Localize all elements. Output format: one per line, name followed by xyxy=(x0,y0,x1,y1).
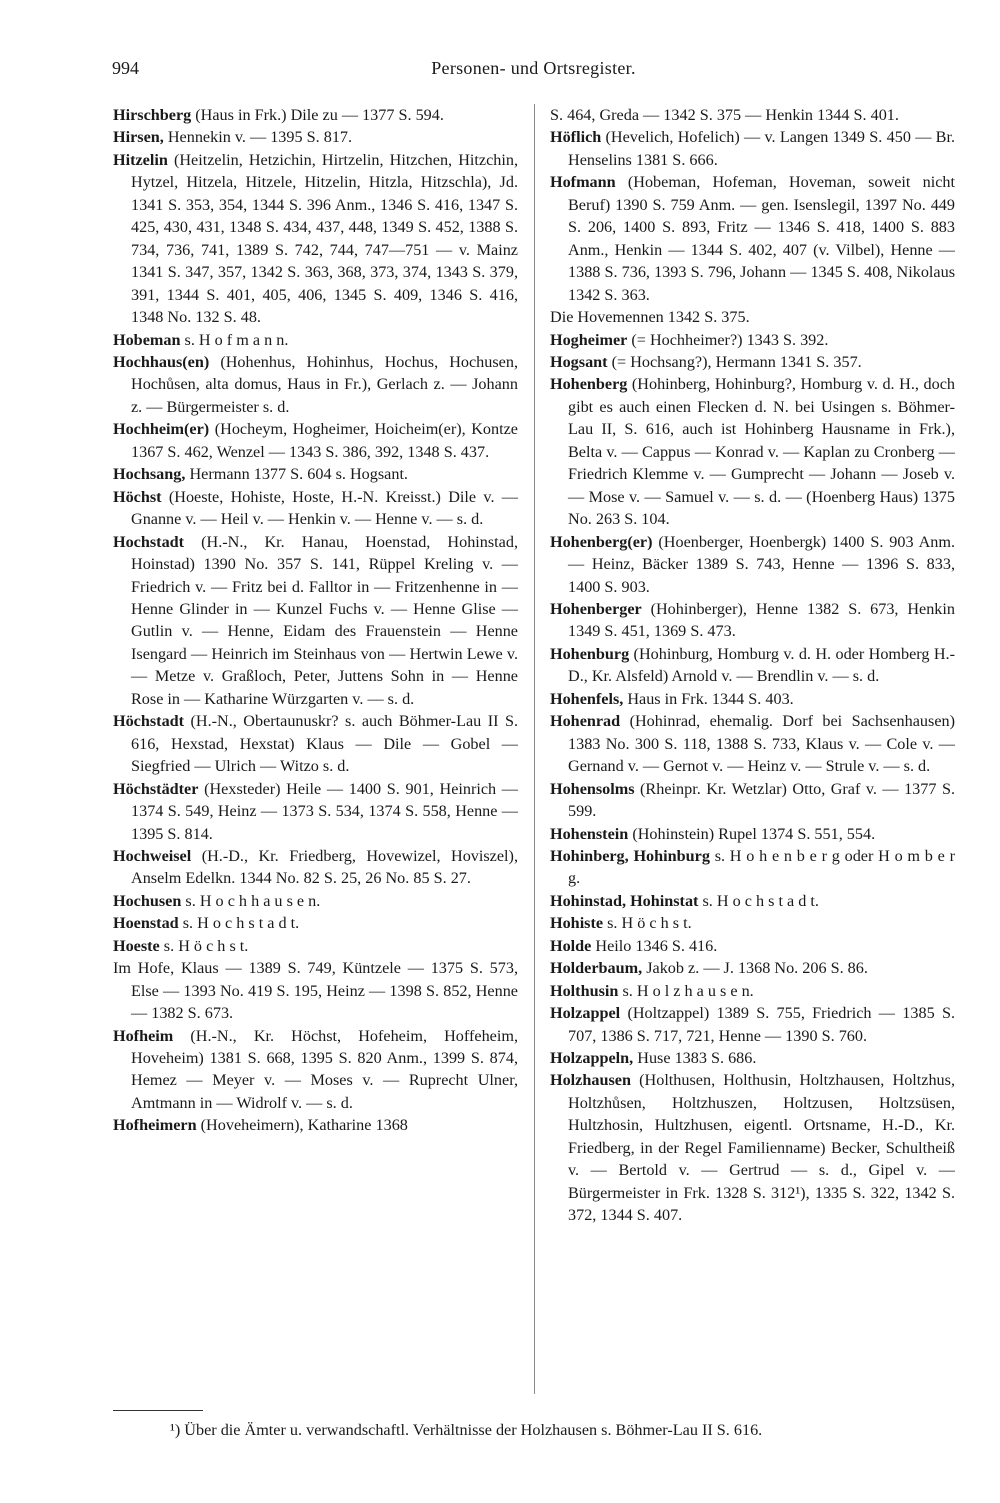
register-entry xyxy=(113,935,518,957)
entry-headword: Holzhausen xyxy=(550,1071,631,1090)
entry-text: Haus in Frk. 1344 S. 403. xyxy=(623,689,794,708)
register-entry xyxy=(113,957,518,1024)
entry-headword: Hohensolms xyxy=(550,779,635,798)
entry-text: s. H o l z h a u s e n. xyxy=(618,981,754,1000)
running-title: Personen- und Ortsregister. xyxy=(431,58,636,78)
entry-headword: Höchstädter xyxy=(113,779,199,798)
entry-headword: Hochweisel xyxy=(113,846,192,865)
register-entry xyxy=(550,980,955,1002)
register-entry xyxy=(113,1114,518,1136)
right-column xyxy=(550,104,955,1227)
entry-headword: Höflich xyxy=(550,128,602,147)
entry-headword: Hochstadt xyxy=(113,532,185,551)
entry-text: s. H o c h s t a d t. xyxy=(698,891,819,910)
entry-text: s. H ö c h s t. xyxy=(603,914,692,933)
entry-text: Hermann 1377 S. 604 s. Hogsant. xyxy=(185,465,408,484)
entry-headword: Hoenstad xyxy=(113,914,179,933)
entry-text: (Hoeste, Hohiste, Hoste, H.-N. Kreisst.) Dile v. — Gnanne v. — Heil v. — Henkin v. — Henne v. — s. d. xyxy=(131,487,518,529)
entry-headword: Hofheimern xyxy=(113,1116,197,1135)
entry-text: (Heitzelin, Hetzichin, Hirtzelin, Hitzchen, Hitzchin, Hytzel, Hitzela, Hitzele, Hitzelin, Hitzla, Hitzschla), Jd. 1341 S. 353, 354, 1344 S. 396 Anm., 1346 S. 416, 1347 S. 425, 430, 431, 1348 S. 434, 437, 448, 1349 S. 452, 1388 S. 734, 736, 741, 1389 S. 742, 744, 747—751 — v. Mainz 1341 S. 347, 357, 1342 S. 363, 368, 373, 374, 1343 S. 379, 391, 1344 S. 401, 405, 406, 1345 S. 409, 1346 S. 416, 1348 No. 132 S. 48. xyxy=(131,150,518,327)
entry-headword: Hohenberg xyxy=(550,375,628,394)
entry-text: s. H o c h s t a d t. xyxy=(178,914,300,933)
entry-headword: Hoeste xyxy=(113,936,160,955)
entry-text: s. H ö c h s t. xyxy=(159,936,249,955)
register-entry xyxy=(550,823,955,845)
entry-text: Jakob z. — J. 1368 No. 206 S. 86. xyxy=(642,959,868,978)
entry-headword: Hochheim(er) xyxy=(113,420,210,439)
register-entry xyxy=(113,149,518,329)
register-entry xyxy=(113,710,518,777)
register-entry xyxy=(113,845,518,890)
register-entry xyxy=(113,1025,518,1115)
entry-headword: Hohinstad, Hohinstat xyxy=(550,891,699,910)
entry-headword: Holzappeln, xyxy=(550,1049,634,1068)
entry-headword: Hohenberg(er) xyxy=(550,532,653,551)
entry-text: (Hobeman, Hofeman, Hoveman, soweit nicht Beruf) 1390 S. 759 Anm. — gen. Isenslegil, 1397 No. 449 S. 206, 1400 S. 893, Fritz — 1346 S. 418, 1400 S. 883 Anm., Henkin — 1344 S. 402, 407 (v. Vilbel), Henne — 1388 S. 736, 1393 S. 796, Johann — 1345 S. 408, Nikolaus 1342 S. 363. xyxy=(568,173,955,304)
register-entry xyxy=(113,351,518,418)
entry-headword: Hogsant xyxy=(550,352,608,371)
entry-headword: Hirschberg xyxy=(113,106,192,124)
entry-headword: Holzappel xyxy=(550,1004,621,1023)
entry-text: (Hocheym, Hogheimer, Hoicheim(er), Kontze 1367 S. 462, Wenzel — 1343 S. 386, 392, 1348 S. 437. xyxy=(131,420,518,461)
entry-text: Huse 1383 S. 686. xyxy=(633,1049,757,1068)
entry-text: (Hoveheimern), Katharine 1368 xyxy=(196,1116,408,1135)
footnote-text: Über die Ämter u. verwandschaftl. Verhältnisse der Holzhausen s. Böhmer-Lau II S. 616. xyxy=(180,1421,763,1439)
register-entry xyxy=(550,329,955,351)
entry-headword: Hofmann xyxy=(550,173,616,192)
entry-headword: Hohenstein xyxy=(550,824,629,843)
entry-text: Hennekin v. — 1395 S. 817. xyxy=(163,128,353,147)
entry-headword: Hohenburg xyxy=(550,644,630,663)
register-entry xyxy=(113,463,518,485)
entry-text: (Rheinpr. Kr. Wetzlar) Otto, Graf v. — 1377 S. 599. xyxy=(568,779,955,821)
register-entry xyxy=(113,531,518,711)
entry-headword: Hohiste xyxy=(550,914,604,933)
register-entry xyxy=(550,104,955,126)
register-entry xyxy=(550,171,955,306)
entry-text: (Hohinrad, ehemalig. Dorf bei Sachsenhausen) 1383 No. 300 S. 118, 1388 S. 733, Klaus v. — Cole v. — Gernand v. — Gernot v. — Heinz v. — Strule v. — s. d. xyxy=(568,712,955,776)
register-entry xyxy=(113,418,518,463)
entry-text: S. 464, Greda — 1342 S. 375 — Henkin 1344 S. 401. xyxy=(550,106,899,124)
entry-text: (H.-N., Obertaunuskr? s. auch Böhmer-Lau II S. 616, Hexstad, Hexstat) Klaus — Dile — Gobel — Siegfried — Ulrich — Witzo s. d. xyxy=(131,712,518,776)
entry-headword: Hogheimer xyxy=(550,330,628,349)
entry-headword: Hobeman xyxy=(113,330,181,349)
register-entry xyxy=(113,126,518,148)
entry-headword: Hohenberger xyxy=(550,599,642,618)
register-entry xyxy=(113,890,518,912)
entry-text: s. H o f m a n n. xyxy=(180,330,289,349)
entry-text: (Hoenberger, Hoenbergk) 1400 S. 903 Anm. — Heinz, Bäcker 1389 S. 743, Henne — 1396 S. 833, 1400 S. 903. xyxy=(568,532,955,596)
entry-text: (Haus in Frk.) Dile zu — 1377 S. 594. xyxy=(191,106,444,124)
entry-text: (Hohinburg, Homburg v. d. H. oder Homberg H.-D., Kr. Alsfeld) Arnold v. — Brendlin v. — s. d. xyxy=(568,644,955,686)
page-number: 994 xyxy=(112,58,139,78)
register-entry xyxy=(550,531,955,598)
register-entry xyxy=(550,957,955,979)
register-entry xyxy=(550,1002,955,1047)
entry-headword: Hohenrad xyxy=(550,712,621,731)
register-entry xyxy=(550,1069,955,1226)
entry-text: Heilo 1346 S. 416. xyxy=(591,936,718,955)
entry-text: (Hexsteder) Heile — 1400 S. 901, Heinrich — 1374 S. 549, Heinz — 1373 S. 534, 1374 S. 558, Henne — 1395 S. 814. xyxy=(131,779,518,843)
page-header xyxy=(112,58,955,84)
register-entry xyxy=(550,1047,955,1069)
entry-text: s. H o c h h a u s e n. xyxy=(181,891,321,910)
entry-text: (= Hochsang?), Hermann 1341 S. 357. xyxy=(607,352,862,371)
entry-headword: Hochsang, xyxy=(113,465,186,484)
register-entry xyxy=(550,890,955,912)
entry-headword: Hochhaus(en) xyxy=(113,352,210,371)
entry-headword: Holde xyxy=(550,936,592,955)
register-entry xyxy=(550,598,955,643)
column-divider xyxy=(534,104,535,1394)
register-entry xyxy=(113,912,518,934)
register-entry xyxy=(550,912,955,934)
entry-headword: Höchstadt xyxy=(113,712,185,731)
entry-text: (Holtzappel) 1389 S. 755, Friedrich — 1385 S. 707, 1386 S. 717, 721, Henne — 1390 S. 760. xyxy=(568,1004,955,1045)
entry-text: (Holthusen, Holthusin, Holtzhausen, Holtzhus, Holtzhůsen, Holtzhuszen, Holtzusen, Holtzsüsen, Hultzhosin, Hultzhusen, eigentl. Ortsname, H.-D., Kr. Friedberg, in der Regel Familienname) Becker, Schultheiß v. — Bertold v. — Gertrud — s. d., Gipel v. — Bürgermeister in Frk. 1328 S. 312¹), 1335 S. 322, 1342 S. 372, 1344 S. 407. xyxy=(568,1071,955,1225)
left-column xyxy=(113,104,518,1137)
register-entry xyxy=(113,778,518,845)
entry-text: Im Hofe, Klaus — 1389 S. 749, Küntzele — 1375 S. 573, Else — 1393 No. 419 S. 195, Heinz — 1398 S. 852, Henne — 1382 S. 673. xyxy=(113,959,518,1023)
entry-text: (H.-N., Kr. Höchst, Hofeheim, Hoffeheim, Hoveheim) 1381 S. 668, 1395 S. 820 Anm., 1399 S. 874, Hemez — Meyer v. — Moses v. — Ruprecht Ulner, Amtmann in — Widrolf v. — s. d. xyxy=(131,1026,518,1112)
register-entry xyxy=(550,778,955,823)
entry-text: (Hohinberg, Hohinburg?, Homburg v. d. H., doch gibt es auch einen Flecken d. N. bei Usingen s. Böhmer-Lau II, S. 616, auch ist Hohinberg Hausname in Frk.), Belta v. — Cappus — Konrad v. — Kaplan zu Cronberg — Friedrich Klemme v. — Gumprecht — Johann — Joseb v. — Mose v. — Samuel v. — s. d. — (Hoenberg Haus) 1375 No. 263 S. 104. xyxy=(568,375,955,529)
entry-headword: Holthusin xyxy=(550,981,619,1000)
register-entry xyxy=(550,688,955,710)
footnote-divider xyxy=(113,1410,203,1411)
entry-text: (Hohinstein) Rupel 1374 S. 551, 554. xyxy=(628,824,876,843)
register-entry xyxy=(550,351,955,373)
register-entry xyxy=(550,710,955,777)
entry-headword: Hochusen xyxy=(113,891,182,910)
entry-headword: Hohinberg, Hohinburg xyxy=(550,846,710,865)
entry-text: (Hohinberger), Henne 1382 S. 673, Henkin 1349 S. 451, 1369 S. 473. xyxy=(568,599,955,641)
register-entry xyxy=(550,935,955,957)
entry-headword: Holderbaum, xyxy=(550,959,643,978)
register-entry xyxy=(113,486,518,531)
footnote-marker: ¹) xyxy=(170,1421,181,1439)
register-entry xyxy=(113,329,518,351)
entry-text: (H.-D., Kr. Friedberg, Hovewizel, Hoviszel), Anselm Edelkn. 1344 No. 82 S. 25, 26 No. 85 S. 27. xyxy=(131,846,518,888)
entry-text: (H.-N., Kr. Hanau, Hoenstad, Hohinstad, Hoinstad) 1390 No. 357 S. 141, Rüppel Kreling v. — Friedrich v. — Fritz bei d. Falltor in — Fritzenhenne in — Henne Glinder in — Kunzel Fuchs v. — Henne Glise — Gutlin v. — Henne, Eidam des Frauenstein — Henne Isengard — Heinrich im Steinhaus von — Hertwin Lewe v. — Metze v. Graßloch, Peter, Juttens Sohn in — Henne Rose in — Katharine Würzgarten v. — s. d. xyxy=(131,532,518,708)
entry-headword: Höchst xyxy=(113,487,162,506)
entry-headword: Hohenfels, xyxy=(550,689,624,708)
entry-text: (= Hochheimer?) 1343 S. 392. xyxy=(627,330,829,349)
entry-text: s. H o h e n b e r g oder H o m b e r g. xyxy=(568,846,955,888)
entry-headword: Hitzelin xyxy=(113,150,168,169)
entry-text: (Hohenhus, Hohinhus, Hochus, Hochusen, Hochůsen, alta domus, Haus in Fr.), Gerlach z. — Johann z. — Bürgermeister s. d. xyxy=(131,352,518,416)
entry-text: (Hevelich, Hofelich) — v. Langen 1349 S. 450 — Br. Henselins 1381 S. 666. xyxy=(568,128,955,169)
register-entry xyxy=(550,373,955,530)
register-entry xyxy=(550,306,955,328)
register-entry xyxy=(113,104,518,126)
register-entry xyxy=(550,845,955,890)
footnote xyxy=(170,1419,960,1441)
entry-headword: Hirsen, xyxy=(113,128,164,147)
entry-text: Die Hovemennen 1342 S. 375. xyxy=(550,308,750,327)
register-entry xyxy=(550,643,955,688)
register-entry xyxy=(550,126,955,171)
entry-headword: Hofheim xyxy=(113,1026,174,1045)
